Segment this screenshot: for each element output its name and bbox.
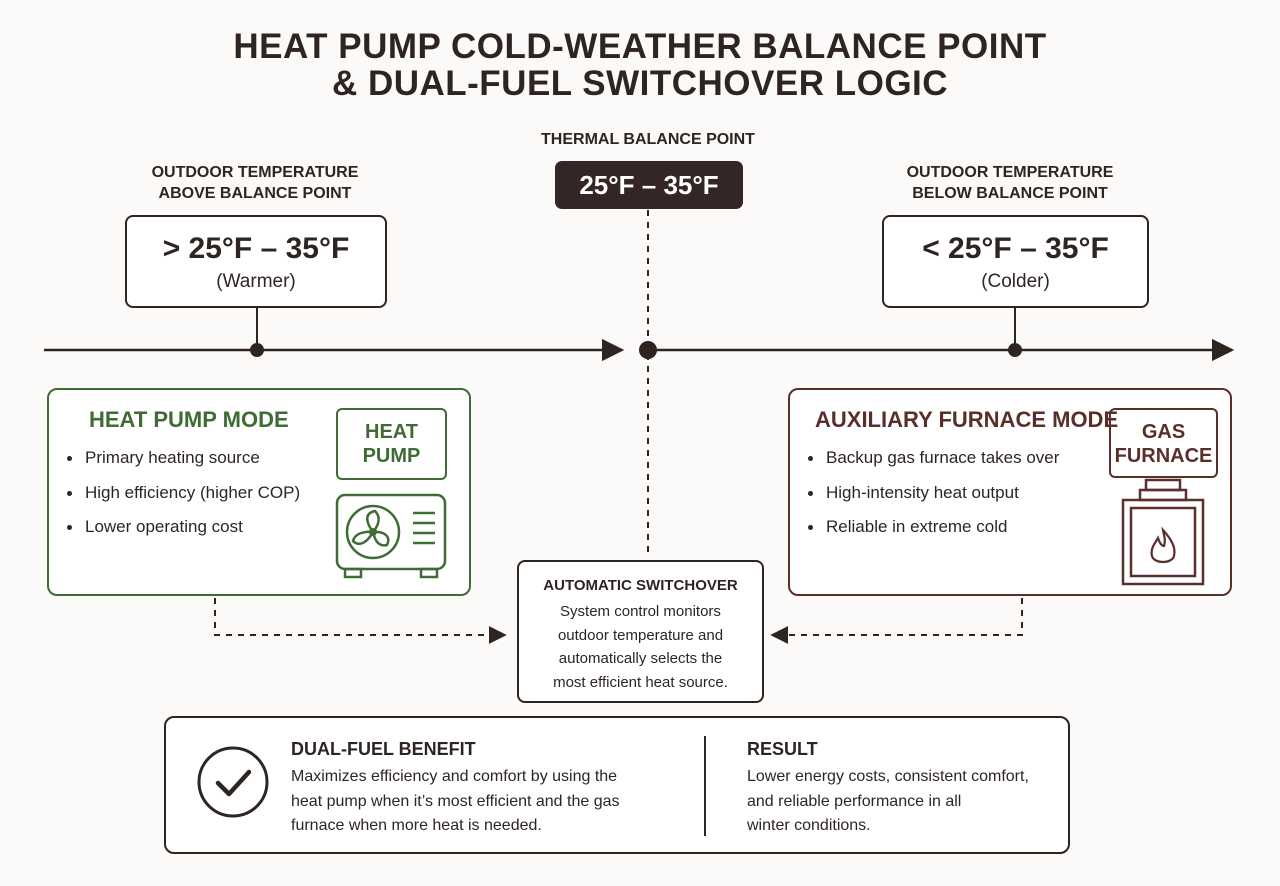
result-line: winter conditions. (747, 817, 871, 834)
below-range: < 25°F – 35°F (922, 232, 1109, 265)
result-line: Lower energy costs, consistent comfort, (747, 768, 1029, 785)
below-dot (1008, 343, 1022, 357)
checkmark-circle-icon (196, 745, 270, 819)
above-note: (Warmer) (216, 271, 296, 292)
list-item: Backup gas furnace takes over (808, 441, 1059, 476)
switchover-line: outdoor temperature and (557, 626, 724, 644)
list-item: High efficiency (higher COP) (67, 476, 300, 511)
furnace-to-switchover-arrow (772, 598, 1022, 635)
below-temperature-box (882, 215, 1149, 308)
benefit-title: DUAL-FUEL BENEFIT (291, 739, 476, 759)
result-body (747, 765, 1057, 839)
heat-pump-label-line2: PUMP (362, 445, 421, 467)
switchover-line: System control monitors (560, 603, 721, 620)
benefit-line: heat pump when it’s most efficient and the gas (291, 792, 620, 810)
panel-divider (704, 736, 706, 836)
list-item: Reliable in extreme cold (808, 510, 1059, 545)
gas-furnace-label-box (1109, 408, 1218, 478)
switchover-body (519, 600, 762, 694)
gas-furnace-label-line1: GAS (1141, 421, 1186, 443)
heat-pump-to-switchover-arrow (215, 598, 505, 635)
list-item: Primary heating source (67, 441, 300, 476)
above-heading-line1: OUTDOOR TEMPERATURE (151, 164, 359, 181)
automatic-switchover-box (517, 560, 764, 703)
above-dot (250, 343, 264, 357)
dual-fuel-benefit-panel (164, 716, 1070, 854)
heat-pump-mode-title: HEAT PUMP MODE (89, 407, 289, 432)
above-heading-line2: ABOVE BALANCE POINT (158, 185, 352, 202)
above-range: > 25°F – 35°F (162, 232, 350, 265)
switchover-title: AUTOMATIC SWITCHOVER (543, 577, 738, 594)
switchover-line: most efficient heat source. (553, 673, 728, 691)
gas-furnace-flame-icon (1120, 478, 1206, 588)
benefit-body (291, 765, 711, 839)
benefit-line: Maximizes efficiency and comfort by using the (291, 768, 618, 785)
balance-point-range: 25°F – 35°F (555, 161, 743, 209)
above-temperature-box (125, 215, 387, 308)
gas-furnace-label-line2: FURNACE (1114, 445, 1213, 467)
benefit-line: furnace when more heat is needed. (291, 817, 542, 834)
heat-pump-mode-box (47, 388, 471, 596)
result-title: RESULT (747, 739, 818, 759)
switchover-line: automatically selects the (558, 650, 723, 667)
below-note: (Colder) (981, 271, 1050, 292)
below-heading-line1: OUTDOOR TEMPERATURE (906, 164, 1114, 181)
furnace-mode-box (788, 388, 1232, 596)
list-item: High-intensity heat output (808, 476, 1059, 511)
result-line: and reliable performance in all (747, 792, 962, 810)
diagram-title-line1: HEAT PUMP COLD-WEATHER BALANCE POINT (233, 27, 1047, 66)
list-item: Lower operating cost (67, 510, 300, 545)
heat-pump-label-box (336, 408, 447, 480)
furnace-mode-title: AUXILIARY FURNACE MODE (815, 407, 1119, 432)
outdoor-heat-pump-unit-icon (335, 493, 449, 581)
balance-point-label: THERMAL BALANCE POINT (541, 131, 755, 148)
heat-pump-bullets (67, 441, 300, 545)
furnace-bullets (808, 441, 1059, 545)
heat-pump-label-line1: HEAT (365, 421, 418, 443)
diagram-title-line2: & DUAL-FUEL SWITCHOVER LOGIC (331, 64, 949, 103)
below-heading-line2: BELOW BALANCE POINT (912, 185, 1108, 202)
